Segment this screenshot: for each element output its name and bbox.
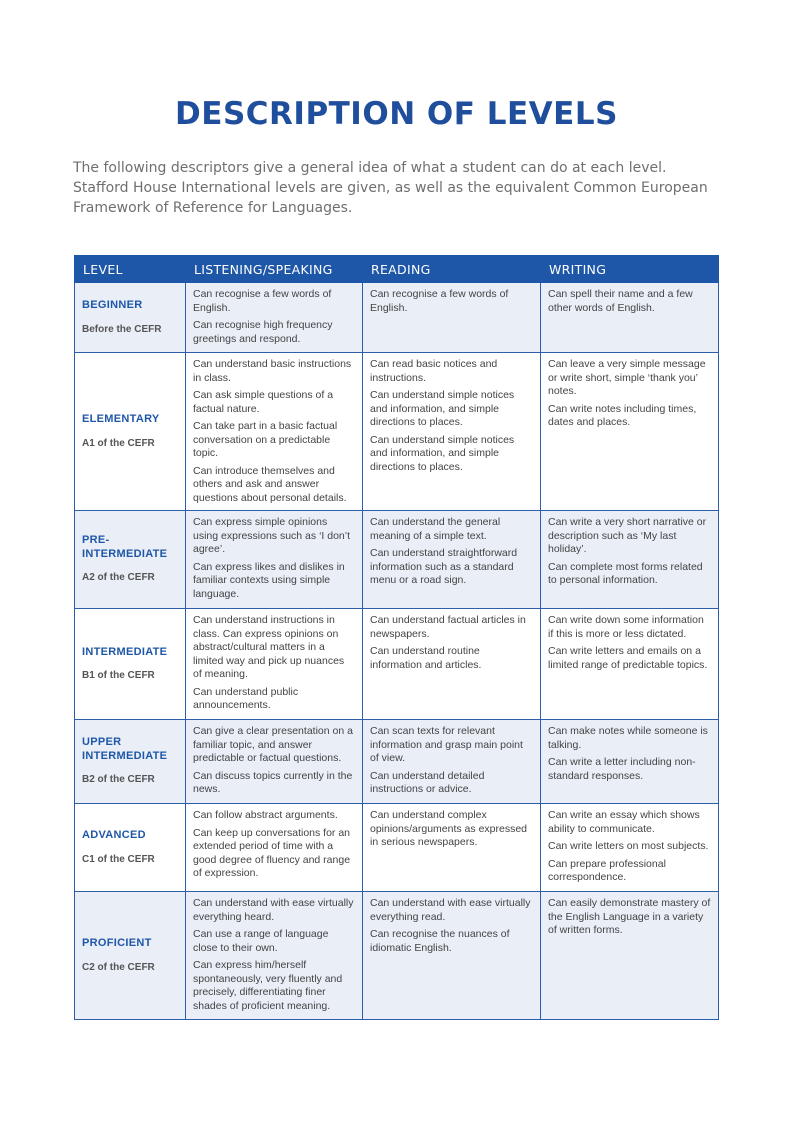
reading-cell <box>363 892 541 1020</box>
level-cell <box>75 353 186 511</box>
listening-descriptor: Can use a range of language close to their own. <box>193 928 329 954</box>
level-name: INTERMEDIATE <box>82 645 168 658</box>
reading-descriptor: Can understand factual articles in newspapers. <box>370 614 526 640</box>
listening-descriptor: Can understand basic instructions in class. <box>193 358 352 384</box>
listening-descriptor: Can recognise a few words of English. <box>193 288 332 314</box>
writing-cell <box>541 804 719 892</box>
level-cell <box>75 283 186 353</box>
listening-cell <box>186 609 363 720</box>
writing-cell <box>541 720 719 804</box>
listening-descriptor: Can follow abstract arguments. <box>193 809 338 821</box>
writing-cell <box>541 609 719 720</box>
level-cell <box>75 511 186 609</box>
reading-descriptor: Can read basic notices and instructions. <box>370 358 498 384</box>
level-cell <box>75 609 186 720</box>
reading-descriptor: Can recognise the nuances of idiomatic English. <box>370 928 510 954</box>
listening-descriptor: Can understand with ease virtually everything heard. <box>193 897 354 923</box>
writing-cell <box>541 353 719 511</box>
page-title: DESCRIPTION OF LEVELS <box>175 96 618 132</box>
cefr-equivalent: B2 of the CEFR <box>82 774 155 786</box>
writing-descriptor: Can make notes while someone is talking. <box>548 725 708 751</box>
listening-descriptor: Can express simple opinions using expressions such as ‘I don’t agree’. <box>193 516 351 555</box>
listening-cell <box>186 804 363 892</box>
writing-cell <box>541 283 719 353</box>
level-name: ELEMENTARY <box>82 413 160 425</box>
table-row <box>75 353 719 511</box>
table-row <box>75 609 719 720</box>
writing-descriptor: Can spell their name and a few other words of English. <box>548 288 693 314</box>
writing-descriptor: Can complete most forms related to personal information. <box>548 560 703 586</box>
listening-descriptor: Can recognise high frequency greetings and respond. <box>193 319 333 345</box>
reading-descriptor: Can understand the general meaning of a simple text. <box>370 516 501 542</box>
levels-table-body <box>75 283 719 1020</box>
reading-cell <box>363 609 541 720</box>
writing-descriptor: Can write down some information if this is more or less dictated. <box>548 614 704 640</box>
reading-descriptor: Can understand straightforward information such as a standard menu or a road sign. <box>370 547 518 586</box>
writing-descriptor: Can easily demonstrate mastery of the English Language in a variety of written forms. <box>548 897 711 936</box>
table-row <box>75 804 719 892</box>
reading-descriptor: Can understand complex opinions/arguments as expressed in serious newspapers. <box>370 809 528 848</box>
cefr-equivalent: Before the CEFR <box>82 323 162 335</box>
writing-descriptor: Can write letters and emails on a limited range of predictable topics. <box>548 645 708 671</box>
writing-cell <box>541 892 719 1020</box>
writing-descriptor: Can write notes including times, dates and places. <box>548 402 697 428</box>
listening-descriptor: Can understand instructions in class. Can express opinions on abstract/cultural matters in a limited way and pick up nuances of meaning. <box>193 614 345 680</box>
level-cell <box>75 804 186 892</box>
table-row <box>75 511 719 609</box>
level-name: ADVANCED <box>82 829 146 841</box>
cefr-equivalent: C2 of the CEFR <box>82 961 155 973</box>
listening-descriptor: Can introduce themselves and others and ask and answer questions about personal details. <box>193 464 347 504</box>
listening-cell <box>186 511 363 609</box>
reading-descriptor: Can understand simple notices and information, and simple directions to places. <box>370 433 515 473</box>
reading-cell <box>363 353 541 511</box>
writing-cell <box>541 511 719 609</box>
listening-descriptor: Can express him/herself spontaneously, very fluently and precisely, differentiating finer shades of proficient meaning. <box>193 959 343 1012</box>
cefr-equivalent: B1 of the CEFR <box>82 670 155 681</box>
reading-descriptor: Can understand simple notices and information, and simple directions to places. <box>370 389 515 428</box>
cefr-equivalent: A1 of the CEFR <box>82 437 155 449</box>
table-row <box>75 892 719 1020</box>
writing-descriptor: Can write letters on most subjects. <box>548 840 709 852</box>
cefr-equivalent: C1 of the CEFR <box>82 853 155 865</box>
listening-descriptor: Can understand public announcements. <box>193 685 299 711</box>
listening-descriptor: Can express likes and dislikes in familiar contexts using simple language. <box>193 560 345 600</box>
cefr-equivalent: A2 of the CEFR <box>82 572 155 584</box>
level-name: BEGINNER <box>82 299 143 311</box>
reading-descriptor: Can understand detailed instructions or advice. <box>370 769 485 795</box>
listening-cell <box>186 892 363 1020</box>
listening-descriptor: Can keep up conversations for an extended period of time with a good degree of fluency and range of expression. <box>193 826 351 879</box>
listening-descriptor: Can take part in a basic factual conversation on a predictable topic. <box>193 420 338 459</box>
level-cell <box>75 892 186 1020</box>
header-reading: READING <box>363 256 541 283</box>
header-listening-speaking: LISTENING/SPEAKING <box>186 256 363 283</box>
listening-descriptor: Can give a clear presentation on a familiar topic, and answer predictable or factual questions. <box>193 725 353 764</box>
level-name: PROFICIENT <box>82 937 152 949</box>
writing-descriptor: Can write a letter including non-standard responses. <box>548 756 696 782</box>
levels-table <box>74 255 719 1020</box>
listening-descriptor: Can discuss topics currently in the news. <box>193 769 353 795</box>
header-level: LEVEL <box>75 256 186 283</box>
listening-cell <box>186 720 363 804</box>
reading-descriptor: Can understand routine information and articles. <box>370 645 482 671</box>
table-row <box>75 720 719 804</box>
level-name: PRE-INTERMEDIATE <box>82 534 168 560</box>
level-name: UPPER INTERMEDIATE <box>82 736 168 762</box>
table-row <box>75 283 719 353</box>
reading-cell <box>363 720 541 804</box>
writing-descriptor: Can prepare professional correspondence. <box>548 857 666 883</box>
reading-descriptor: Can recognise a few words of English. <box>370 288 509 314</box>
reading-cell <box>363 283 541 353</box>
level-cell <box>75 720 186 804</box>
listening-descriptor: Can ask simple questions of a factual nature. <box>193 389 334 415</box>
header-writing: WRITING <box>541 256 719 283</box>
intro-paragraph: The following descriptors give a general idea of what a student can do at each level. Stafford House International levels are given, as well as the equivalent Common European Framework of Reference for Languages. <box>73 160 708 216</box>
reading-descriptor: Can scan texts for relevant information and grasp main point of view. <box>370 725 523 764</box>
reading-cell <box>363 511 541 609</box>
table-header-row <box>75 256 719 283</box>
reading-cell <box>363 804 541 892</box>
listening-cell <box>186 353 363 511</box>
writing-descriptor: Can leave a very simple message or write short, simple ‘thank you’ notes. <box>548 358 706 397</box>
listening-cell <box>186 283 363 353</box>
writing-descriptor: Can write a very short narrative or description such as ‘My last holiday’. <box>548 516 707 555</box>
writing-descriptor: Can write an essay which shows ability to communicate. <box>548 809 700 835</box>
reading-descriptor: Can understand with ease virtually everything read. <box>370 897 531 923</box>
